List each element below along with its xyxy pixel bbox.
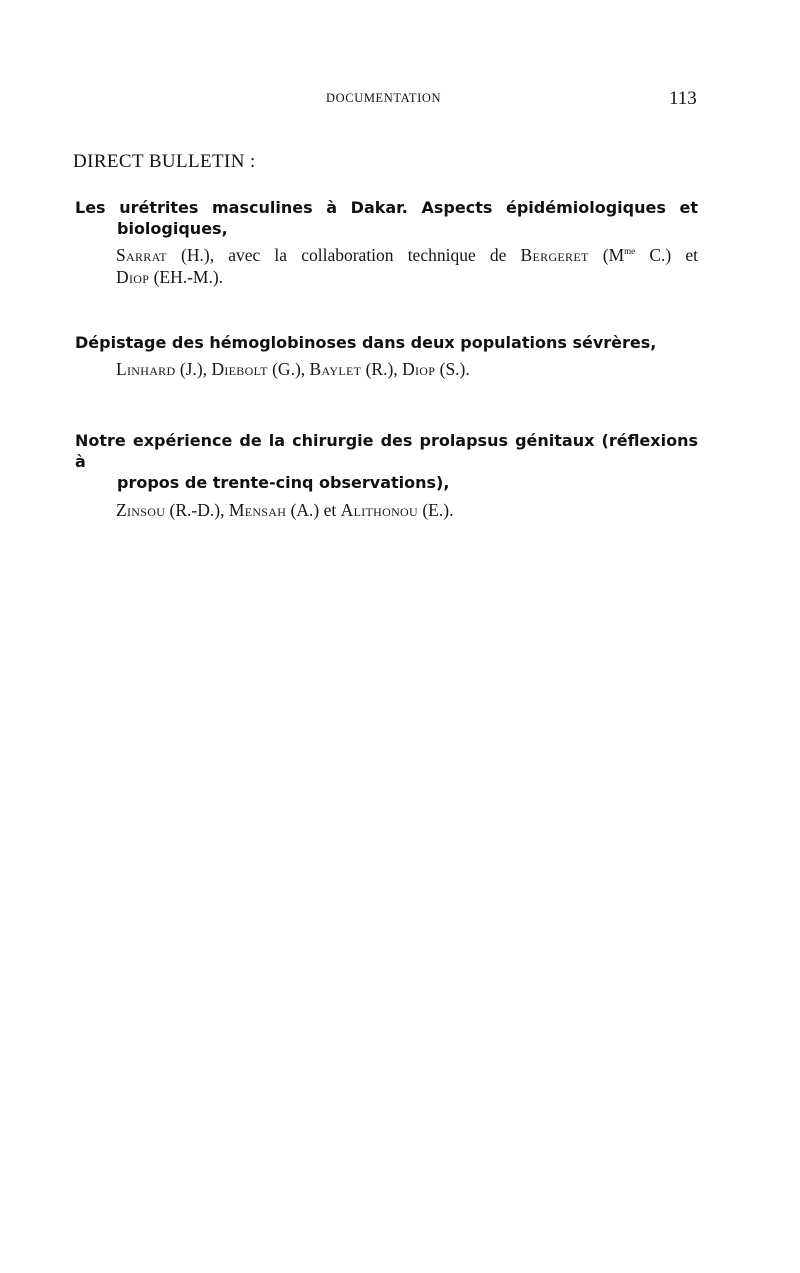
author-initials: (J.), (175, 359, 212, 379)
running-title: DOCUMENTATION (326, 91, 442, 105)
entry-title-line: Notre expérience de la chirurgie des prolapsus génitaux (réflexions à (75, 431, 698, 471)
author-name: Diop (116, 267, 150, 287)
entry-title-line: Les urétrites masculines à Dakar. Aspects épidémiologiques et (75, 198, 698, 217)
author-name: Zinsou (116, 500, 166, 520)
author-initials: C.) et (635, 245, 698, 265)
author-name: Diop (402, 359, 436, 379)
bibliography-entry (75, 332, 698, 380)
author-name: Alithonou (340, 500, 418, 520)
author-initials: (A.) et (286, 500, 341, 520)
entry-authors (75, 499, 698, 521)
authors-line (116, 244, 698, 266)
author-initials: (S.). (435, 359, 470, 379)
author-initials: (R.), (361, 359, 403, 379)
superscript: me (624, 246, 636, 256)
entry-authors (75, 244, 698, 288)
entry-title-line: Dépistage des hémoglobinoses dans deux populations sévrères, (75, 333, 657, 352)
author-initials: (EH.-M.). (149, 267, 224, 287)
author-name: Baylet (309, 359, 362, 379)
entry-title-line: biologiques, (117, 219, 228, 238)
author-name: Sarrat (116, 245, 167, 265)
bibliography-entry (75, 430, 698, 521)
author-name: Linhard (116, 359, 176, 379)
author-name: Mensah (228, 500, 287, 520)
author-initials: (G.), (267, 359, 310, 379)
authors-line (116, 358, 698, 380)
entry-title-line: propos de trente-cinq observations), (117, 473, 450, 492)
author-initials: (E.). (417, 500, 454, 520)
entry-title (75, 197, 698, 239)
author-name: Diebolt (211, 359, 268, 379)
author-initials: (R.-D.), (165, 500, 229, 520)
authors-line (116, 499, 698, 521)
entry-title (75, 332, 698, 353)
page-number: 113 (669, 88, 697, 109)
authors-line (75, 266, 698, 288)
bibliography-entry (75, 197, 698, 288)
author-name: Bergeret (520, 245, 589, 265)
section-heading: DIRECT BULLETIN : (73, 151, 256, 172)
author-initials: (H.), avec la collaboration technique de (166, 245, 521, 265)
entry-authors (75, 358, 698, 380)
running-head (0, 88, 800, 112)
entry-title (75, 430, 698, 493)
author-initials: (M (588, 245, 625, 265)
